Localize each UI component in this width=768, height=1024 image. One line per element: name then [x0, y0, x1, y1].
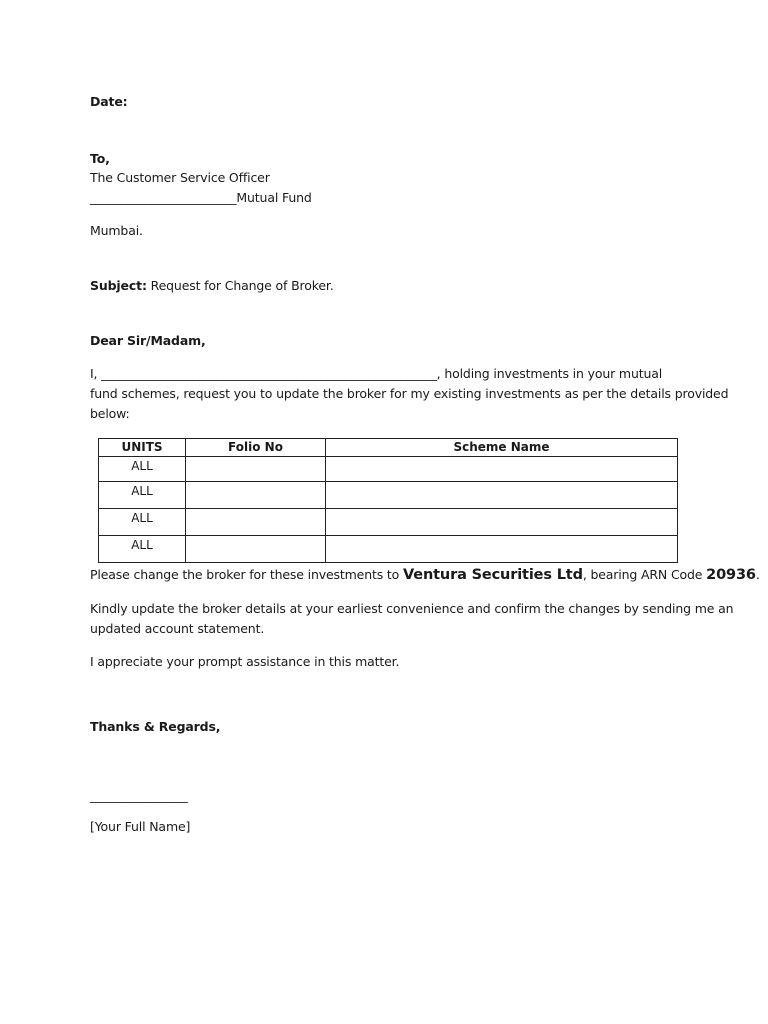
intro-line-2: fund schemes, request you to update the broker for my existing investments as per the details provided [90, 386, 729, 401]
header-scheme-name: Scheme Name [326, 439, 678, 457]
signature-line: ________________ [90, 788, 188, 803]
fund-line: ________________________Mutual Fund [90, 190, 312, 205]
arn-code: 20936 [706, 567, 756, 583]
salutation: Dear Sir/Madam, [90, 333, 206, 348]
appreciation-line: I appreciate your prompt assistance in this matter. [90, 654, 400, 669]
units-cell: ALL [99, 509, 186, 536]
subject-line [90, 276, 334, 296]
scheme-cell [326, 509, 678, 536]
table-row [99, 509, 678, 536]
name-placeholder: [Your Full Name] [90, 819, 191, 834]
table-row [99, 482, 678, 509]
intro-line-3: below: [90, 406, 130, 421]
intro-line-1: I, _______________________________________________________, holding investments in your mutual [90, 366, 663, 381]
investments-table [98, 438, 678, 563]
subject-text: Request for Change of Broker. [150, 278, 334, 293]
header-folio-no: Folio No [186, 439, 326, 457]
folio-cell [186, 482, 326, 509]
units-cell: ALL [99, 536, 186, 563]
scheme-cell [326, 457, 678, 482]
city: Mumbai. [90, 223, 143, 238]
closing: Thanks & Regards, [90, 719, 221, 734]
header-units: UNITS [99, 439, 186, 457]
recipient-title: The Customer Service Officer [90, 170, 270, 185]
broker-end: . [755, 567, 760, 582]
table-row [99, 457, 678, 482]
update-line-1: Kindly update the broker details at your earliest convenience and confirm the changes by sending me an [90, 601, 734, 616]
update-line-2: updated account statement. [90, 621, 265, 636]
units-cell: ALL [99, 457, 186, 482]
table-header-row [99, 439, 678, 457]
scheme-cell [326, 536, 678, 563]
table-row [99, 536, 678, 563]
units-cell: ALL [99, 482, 186, 509]
subject-label: Subject: [90, 278, 147, 293]
folio-cell [186, 509, 326, 536]
broker-line [90, 565, 760, 585]
scheme-cell [326, 482, 678, 509]
folio-cell [186, 457, 326, 482]
folio-cell [186, 536, 326, 563]
broker-pre: Please change the broker for these investments to [90, 567, 403, 582]
broker-name: Ventura Securities Ltd [403, 567, 583, 583]
to-label: To, [90, 151, 110, 166]
broker-mid: , bearing ARN Code [582, 567, 707, 582]
date-label: Date: [90, 94, 128, 109]
